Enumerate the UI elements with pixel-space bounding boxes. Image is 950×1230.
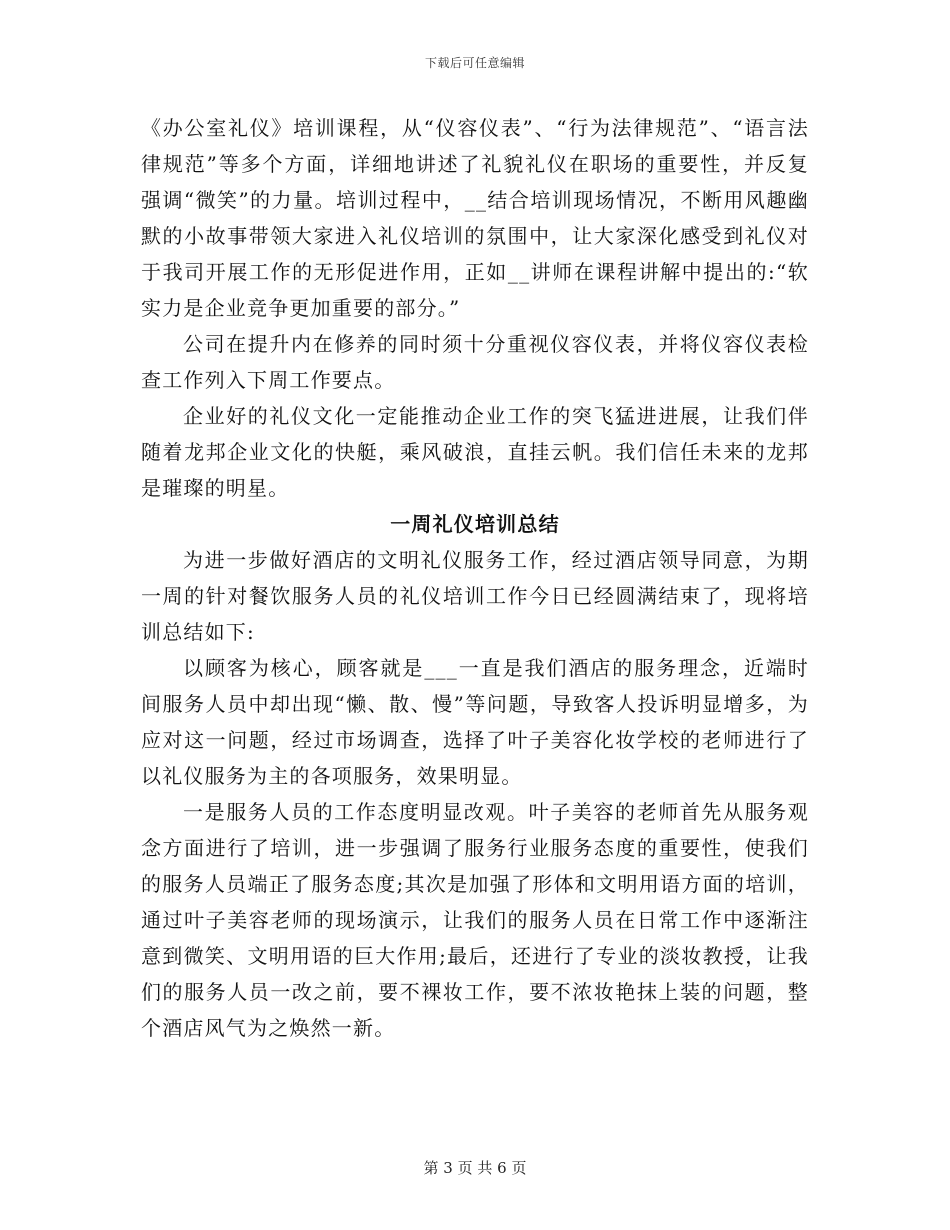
section-title: 一周礼仪培训总结 bbox=[390, 512, 560, 536]
paragraph-attitude-change: 一是服务人员的工作态度明显改观。叶子美容的老师首先从服务观念方面进行了培训，进一步强调了服务行业服务态度的重要性，使我们的服务人员端正了服务态度;其次是加强了形体和文明用语方面的培训，通过叶子美容老师的现场演示，让我们的服务人员在日常工作中逐渐注意到微笑、文明用语的巨大作用;最后，还进行了专业的淡妆教授，让我们的服务人员一改之前，要不裸妆工作，要不浓妆艳抹上装的问题，整个酒店风气为之焕然一新。 bbox=[141, 800, 809, 1040]
paragraph-appearance: 公司在提升内在修养的同时须十分重视仪容仪表，并将仪容仪表检查工作列入下周工作要点。 bbox=[141, 332, 809, 392]
document-body bbox=[141, 110, 809, 1046]
header-note: 下载后可任意编辑 bbox=[424, 56, 525, 70]
page-number: 第 3 页 共 6 页 bbox=[423, 1159, 527, 1177]
paragraph-customer-core: 以顾客为核心，顾客就是___一直是我们酒店的服务理念，近端时间服务人员中却出现“懒、散、慢”等问题，导致客人投诉明显增多，为应对这一问题，经过市场调查，选择了叶子美容化妆学校的老师进行了以礼仪服务为主的各项服务，效果明显。 bbox=[141, 656, 809, 788]
paragraph-culture: 企业好的礼仪文化一定能推动企业工作的突飞猛进进展，让我们伴随着龙邦企业文化的快艇，乘风破浪，直挂云帆。我们信任未来的龙邦是璀璨的明星。 bbox=[141, 404, 809, 500]
paragraph-training-course: 《办公室礼仪》培训课程，从“仪容仪表”、“行为法律规范”、“语言法律规范”等多个方面，详细地讲述了礼貌礼仪在职场的重要性，并反复强调“微笑”的力量。培训过程中，__结合培训现场情况，不断用风趣幽默的小故事带领大家进入礼仪培训的氛围中，让大家深化感受到礼仪对于我司开展工作的无形促进作用，正如__讲师在课程讲解中提出的:“软实力是企业竞争更加重要的部分。” bbox=[141, 116, 809, 320]
paragraph-intro: 为进一步做好酒店的文明礼仪服务工作，经过酒店领导同意，为期一周的针对餐饮服务人员的礼仪培训工作今日已经圆满结束了，现将培训总结如下: bbox=[141, 548, 809, 644]
